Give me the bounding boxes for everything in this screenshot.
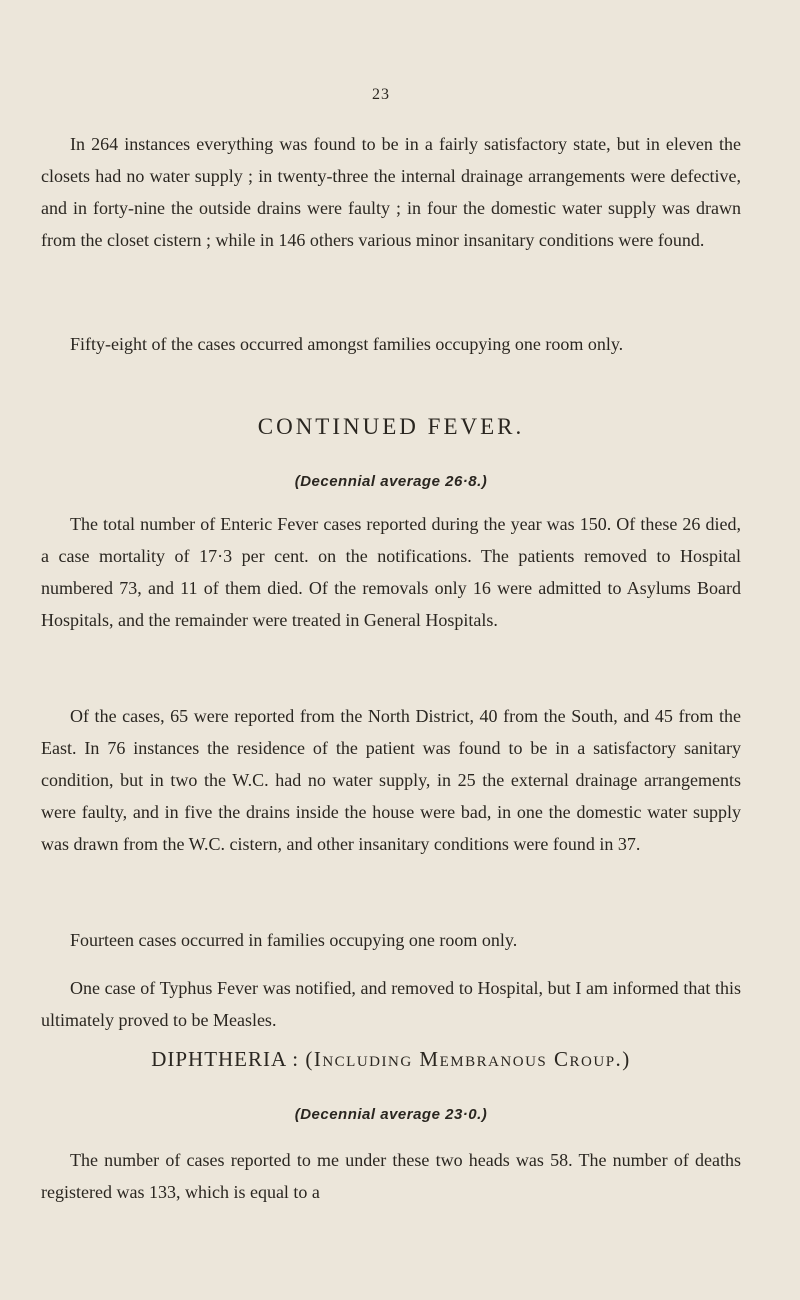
paragraph-typhus-fever: One case of Typhus Fever was notified, and removed to Hospital, but I am informed that this ultimately proved to be Measles. xyxy=(41,978,741,1030)
paragraph-enteric-fever-totals: The total number of Enteric Fever cases reported during the year was 150. Of these 26 died, a case mortality of 17·3 per cent. on the notifications. The patients removed to Hospital numbered 73, and 11 of them died. Of the removals only 16 were admitted to Asylums Board Hospitals, and the remainder were treated in General Hospitals. xyxy=(41,514,741,630)
paragraph-closet-conditions: In 264 instances everything was found to be in a fairly satisfactory state, but in eleven the closets had no water supply ; in twenty-three the internal drainage arrangements were defective, and in forty-nine the outside drains were faulty ; in four the domestic water supply was drawn from the closet cistern ; while in 146 others various minor insanitary conditions were found. xyxy=(41,134,741,250)
paragraph-diphtheria-cases: The number of cases reported to me under these two heads was 58. The number of deaths registered was 133, which is equal to a xyxy=(41,1150,741,1202)
paragraph-fourteen-cases: Fourteen cases occurred in families occupying one room only. xyxy=(70,930,518,950)
paragraph-enteric-fever-districts: Of the cases, 65 were reported from the North District, 40 from the South, and 45 from the East. In 76 instances the residence of the patient was found to be in a satisfactory sanitary condition, but in two the W.C. had no water supply, in 25 the external drainage arrangements were faulty, and in five the drains inside the house were bad, in one the domestic water supply was drawn from the W.C. cistern, and other insanitary conditions were found in 37. xyxy=(41,706,741,854)
page-number: 23 xyxy=(372,86,390,103)
paragraph-one-room-families: Fifty-eight of the cases occurred amongst families occupying one room only. xyxy=(70,334,624,354)
diphtheria-subtitle: (Including Membranous Croup.) xyxy=(305,1047,631,1071)
decennial-average-fever: (Decennial average 26·8.) xyxy=(294,473,488,490)
section-heading-continued-fever: CONTINUED FEVER. xyxy=(257,414,525,439)
diphtheria-title: DIPHTHERIA : xyxy=(151,1047,300,1071)
section-heading-diphtheria xyxy=(0,1047,782,1072)
decennial-average-diphtheria: (Decennial average 23·0.) xyxy=(294,1106,488,1123)
